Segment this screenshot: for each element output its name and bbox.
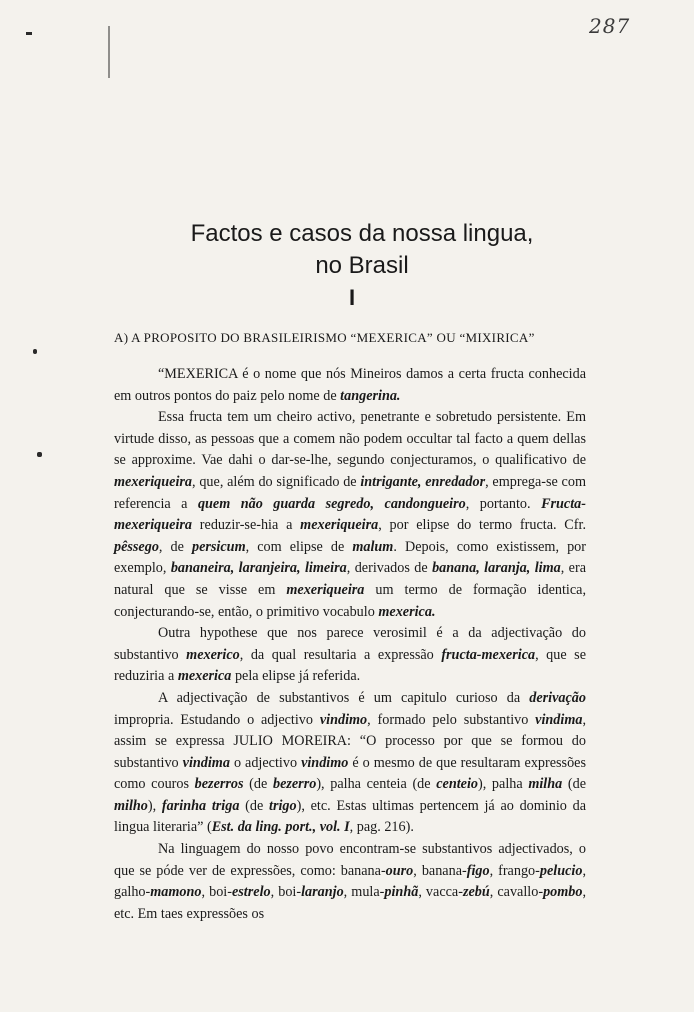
italic-term: persicum	[192, 538, 246, 555]
italic-term: milho	[114, 797, 148, 814]
italic-term: milha	[528, 776, 563, 793]
text-run: Essa fructa tem um cheiro activo, penetrante e sobretudo persistente. Em virtude disso, as pessoas que a comem não podem occultar tal facto a quem dellas se approxime. Vae dahi o dar-se-lhe, segundo conjecturamos, o qualificativo de	[114, 409, 586, 469]
italic-term: centeio	[436, 776, 478, 793]
text-run: “MEXERICA é o nome que nós Mineiros damos a certa fructa conhecida em outros pontos do paiz pelo nome de	[114, 366, 586, 404]
text-run: . Depois, como existissem, por exemplo,	[114, 538, 586, 577]
italic-term: zebú	[462, 884, 490, 901]
text-run: , por elipse do termo fructa. Cfr.	[378, 517, 586, 534]
italic-term: mexerico	[186, 646, 240, 663]
italic-term: farinha triga	[161, 797, 240, 814]
text-run: , banana-	[413, 862, 467, 879]
scan-mark	[108, 26, 110, 78]
text-run: (de	[243, 776, 273, 793]
italic-term: mexeriqueira	[286, 581, 365, 598]
text-run: , com elipse de	[245, 538, 353, 555]
italic-term: mexeriqueira	[300, 517, 379, 534]
italic-term: mexerica	[177, 668, 232, 685]
text-run: , derivados de	[346, 560, 433, 577]
text-run: reduzir-se-hia a	[192, 517, 301, 534]
italic-term: vindimo	[301, 754, 349, 771]
italic-term: vindima	[182, 754, 230, 771]
italic-term: figo	[466, 862, 490, 879]
text-run: , frango-	[489, 862, 540, 879]
italic-term: trigo	[269, 797, 297, 814]
text-run: o adjectivo	[229, 754, 302, 771]
italic-term: malum	[352, 538, 394, 555]
text-run: , portanto.	[465, 495, 542, 512]
italic-term: intrigante, enredador	[360, 473, 486, 490]
italic-term: pombo	[543, 884, 583, 901]
italic-term: quem não guarda segredo, candongueiro	[197, 495, 466, 512]
text-run: Na linguagem do nosso povo encontram-se substantivos adjectivados, o que se póde ver de expressões, como: banana-	[114, 841, 586, 879]
italic-term: ouro	[385, 862, 414, 879]
paragraph	[114, 688, 586, 839]
article-title	[0, 218, 694, 282]
italic-term: vindimo	[319, 711, 368, 728]
paragraph	[114, 839, 586, 925]
text-run: , vacca-	[418, 884, 463, 901]
text-run: um termo de formação identica, conjecturando-se, então, o primitivo vocabulo	[114, 581, 586, 620]
italic-term: banana, laranja, lima	[432, 560, 561, 577]
text-run: (de	[562, 776, 586, 793]
text-run: Outra hypothese que nos parece verosimil é a da adjectivação do substantivo	[114, 625, 586, 663]
text-run: impropria. Estudando o adjectivo	[114, 711, 320, 728]
text-run: , galho-	[114, 862, 586, 901]
text-run: , formado pelo substantivo	[367, 711, 536, 728]
scan-mark	[26, 32, 32, 35]
italic-term: bananeira, laranjeira, limeira	[170, 560, 347, 577]
italic-term: tangerina.	[340, 387, 401, 404]
italic-term: pelucio	[539, 862, 583, 879]
text-run: ),	[147, 797, 162, 814]
scan-mark	[33, 349, 37, 354]
paragraph	[114, 364, 586, 407]
italic-term: pinhã	[384, 884, 419, 901]
scan-mark	[37, 452, 42, 457]
paragraph	[114, 623, 586, 688]
text-run: ), palha centeia (de	[316, 776, 437, 793]
italic-term: bezerro	[272, 776, 317, 793]
italic-term: mexerica.	[378, 603, 436, 620]
text-run: , que, além do significado de	[192, 473, 361, 490]
chapter-numeral: I	[348, 285, 356, 310]
text-run: , etc. Em taes expressões os	[114, 884, 587, 922]
italic-term: laranjo	[301, 884, 344, 901]
article-title-line-1: Factos e casos da nossa lingua,	[190, 220, 534, 247]
text-run: ), etc. Estas ultimas pertencem já ao dominio da lingua literaria” (	[114, 797, 587, 836]
text-run: , emprega-se com referencia a	[114, 473, 586, 512]
text-run: , cavallo-	[489, 884, 544, 901]
text-run: , mula-	[343, 884, 385, 901]
italic-term: derivação	[529, 689, 586, 706]
text-run: , que se reduziria a	[114, 646, 586, 685]
text-run: , de	[158, 538, 192, 555]
text-run: A adjectivação de substantivos é um capitulo curioso da	[158, 689, 530, 706]
text-run: ), palha	[478, 776, 529, 793]
section-heading: A) A PROPOSITO DO BRASILEIRISMO “MEXERICA” OU “MIXIRICA”	[114, 330, 535, 345]
text-run: , assim se expressa JULIO MOREIRA: “O processo por que se formou do substantivo	[114, 711, 587, 771]
page-number: 287	[589, 14, 631, 38]
italic-term: estrelo	[231, 884, 271, 901]
text-run: , era natural que se visse em	[114, 560, 586, 598]
italic-term: pêssego	[114, 538, 159, 555]
text-run: , da qual resultaria a expressão	[239, 646, 442, 663]
text-run: , pag. 216).	[349, 819, 414, 836]
text-run: pela elipse já referida.	[231, 668, 361, 685]
italic-term: bezerros	[194, 776, 244, 793]
italic-term: Fructa-mexeriqueira	[114, 495, 586, 534]
italic-term: mamono	[150, 884, 202, 901]
article-title-line-2: no Brasil	[315, 252, 409, 279]
text-run: (de	[239, 797, 270, 814]
italic-term: fructa-mexerica	[441, 646, 536, 663]
italic-term: vindima	[535, 711, 583, 728]
paragraph	[114, 407, 586, 623]
italic-term: Est. da ling. port., vol. I	[211, 819, 350, 836]
body-text	[114, 364, 586, 925]
italic-term: mexeriqueira	[114, 473, 193, 490]
text-run: é o mesmo de que resultaram expressões como couros	[114, 754, 586, 793]
text-run: , boi-	[201, 884, 232, 901]
text-run: , boi-	[270, 884, 302, 901]
